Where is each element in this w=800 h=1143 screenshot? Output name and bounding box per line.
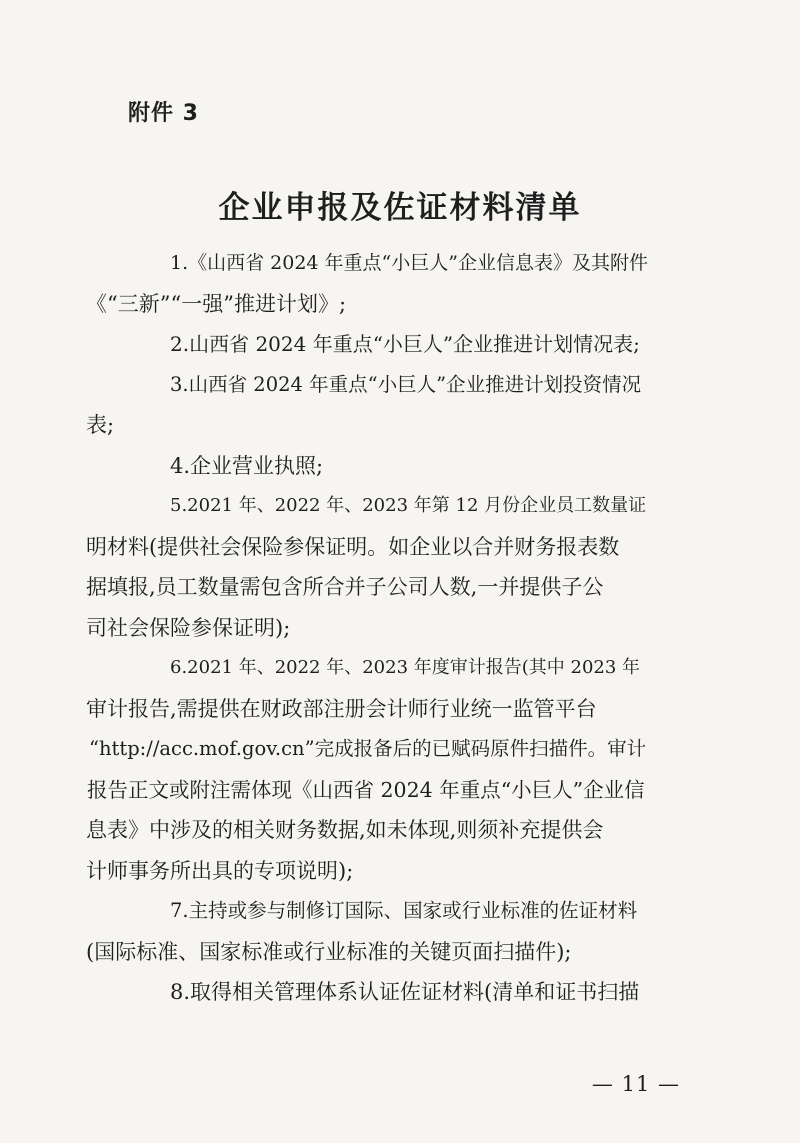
text-line: (国际标准、国家标准或行业标准的关键页面扫描件); <box>86 939 572 964</box>
list-item <box>86 486 688 648</box>
list-item <box>128 446 688 487</box>
text-line: 息表》中涉及的相关财务数据,如未体现,则须补充提供会 <box>86 818 604 842</box>
text-line: 5.2021 年、2022 年、2023 年第 12 月份企业员工数量证 <box>170 495 647 516</box>
attachment-label: 附件 3 <box>128 101 199 126</box>
list-item <box>86 648 688 891</box>
text-line: 《“三新”“一强”推进计划》; <box>86 291 347 316</box>
page-title: 企业申报及佐证材料清单 <box>218 190 582 226</box>
document-body <box>86 243 688 1013</box>
text-line: 7.主持或参与制修订国际、国家或行业标准的佐证材料 <box>170 899 638 922</box>
text-line: 司社会保险参保证明); <box>86 615 291 640</box>
text-line: “http://acc.mof.gov.cn”完成报备后的已赋码原件扫描件。审计 <box>89 737 647 760</box>
text-line: 4.企业营业执照; <box>170 453 324 478</box>
list-item <box>86 243 688 324</box>
page-number: — 11 — <box>591 1072 680 1096</box>
list-item <box>86 365 688 446</box>
text-line: 明材料(提供社会保险参保证明。如企业以合并财务报表数 <box>86 534 620 559</box>
text-line: 1.《山西省 2024 年重点“小巨人”企业信息表》及其附件 <box>170 252 648 274</box>
list-item <box>86 891 688 972</box>
text-line: 6.2021 年、2022 年、2023 年度审计报告(其中 2023 年 <box>170 657 641 678</box>
text-line: 报告正文或附注需体现《山西省 2024 年重点“小巨人”企业信 <box>87 777 645 802</box>
text-line: 计师事务所出具的专项说明); <box>86 858 354 883</box>
text-line: 2.山西省 2024 年重点“小巨人”企业推进计划情况表; <box>170 332 640 356</box>
text-line: 据填报,员工数量需包含所合并子公司人数,一并提供子公 <box>86 575 604 599</box>
list-item <box>128 324 688 365</box>
text-line: 8.取得相关管理体系认证佐证材料(清单和证书扫描 <box>170 980 640 1004</box>
text-line: 3.山西省 2024 年重点“小巨人”企业推进计划投资情况 <box>170 372 642 396</box>
list-item <box>128 972 688 1013</box>
text-line: 表; <box>86 413 115 437</box>
text-line: 审计报告,需提供在财政部注册会计师行业统一监管平台 <box>86 696 597 721</box>
